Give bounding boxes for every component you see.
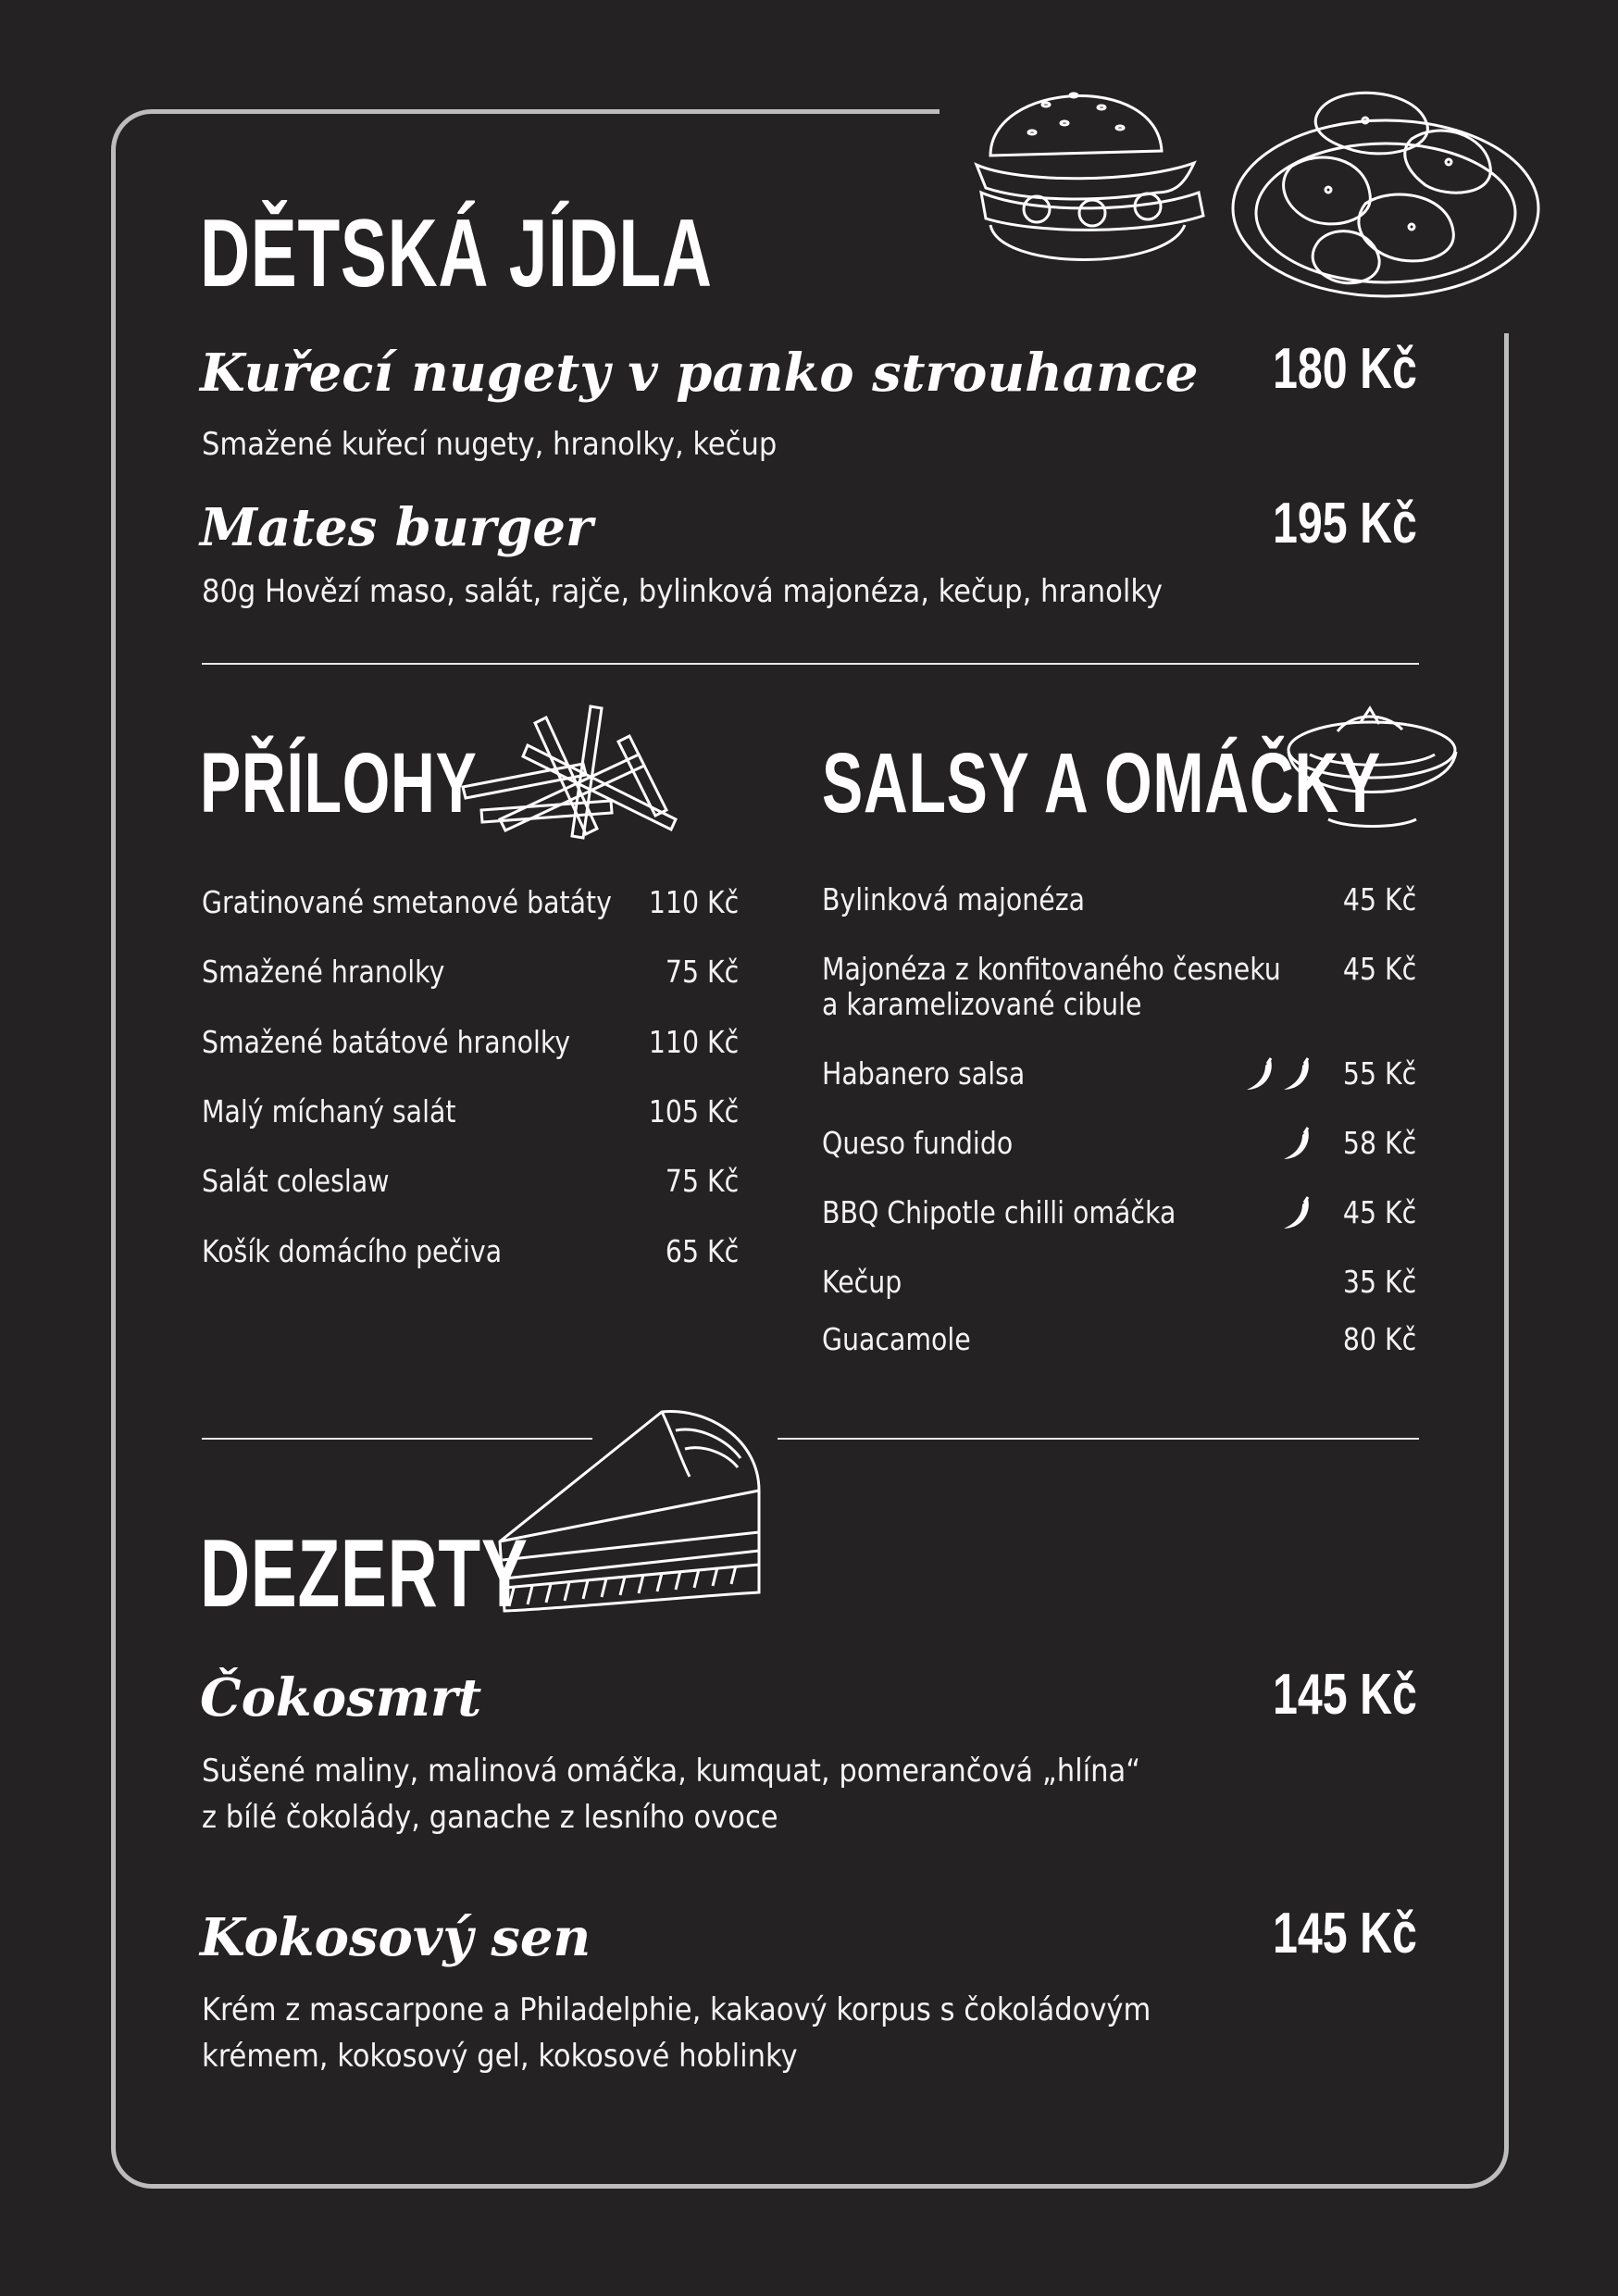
dessert-item-price-2: 145 Kč: [1273, 1902, 1417, 1965]
sauces-item-price: 45 Kč: [1342, 1194, 1416, 1230]
section-divider-2b: [778, 1438, 1419, 1440]
kids-item-price-2: 195 Kč: [1273, 492, 1417, 555]
burger-icon: [963, 54, 1213, 276]
sauces-item-price: 58 Kč: [1342, 1125, 1416, 1161]
sauces-item-name: Habanero salsa: [822, 1055, 1026, 1092]
dessert-item-desc-2b: krémem, kokosový gel, kokosové hoblinky: [202, 2038, 798, 2075]
kids-item-name-1: Kuřecí nugety v panko strouhance: [200, 343, 1199, 404]
sides-item-price: 75 Kč: [665, 1163, 739, 1199]
section-divider-1: [202, 663, 1419, 665]
sides-item-name: Gratinované smetanové batáty: [202, 884, 612, 920]
fries-icon: [444, 699, 699, 847]
sauce-bowl-icon: [1282, 704, 1462, 829]
nuggets-plate-icon: [1226, 83, 1546, 315]
sides-item-name: Košík domácího pečiva: [202, 1233, 503, 1269]
sauces-item-price: 45 Kč: [1342, 881, 1416, 917]
sauces-item-price: 80 Kč: [1342, 1321, 1416, 1357]
sides-item-name: Smažené batátové hranolky: [202, 1024, 571, 1060]
sides-item-name: Malý míchaný salát: [202, 1093, 456, 1129]
dessert-item-price-1: 145 Kč: [1273, 1663, 1417, 1727]
dessert-item-desc-1a: Sušené maliny, malinová omáčka, kumquat, pomerančová „hlína“: [202, 1753, 1141, 1790]
kids-item-desc-1: Smažené kuřecí nugety, hranolky, kečup: [202, 426, 778, 463]
sauces-section-title: SALSY A OMÁČKY: [822, 736, 1381, 830]
chili-pepper-icon: [1280, 1126, 1315, 1163]
sauces-item-name: Kečup: [822, 1264, 902, 1300]
dessert-item-desc-2a: Krém z mascarpone a Philadelphie, kakaový korpus s čokoládovým: [202, 1991, 1151, 2028]
sides-item-price: 110 Kč: [648, 1024, 739, 1060]
kids-section-title: DĚTSKÁ JÍDLA: [200, 200, 713, 307]
chili-pepper-icon: [1243, 1056, 1278, 1093]
sauces-item-price: 45 Kč: [1342, 951, 1416, 987]
sauces-item-name: Majonéza z konfitovaného česneku: [822, 951, 1281, 987]
sides-item-price: 110 Kč: [648, 884, 739, 920]
sauces-item-name: BBQ Chipotle chilli omáčka: [822, 1194, 1176, 1230]
sides-item-price: 105 Kč: [648, 1093, 739, 1129]
sides-item-price: 75 Kč: [665, 954, 739, 990]
sauces-item-price: 55 Kč: [1342, 1055, 1416, 1092]
sauces-item-name-line2: a karamelizované cibule: [822, 986, 1142, 1022]
kids-item-name-2: Mates burger: [200, 497, 593, 558]
sides-item-price: 65 Kč: [665, 1233, 739, 1269]
sauces-item-name: Queso fundido: [822, 1125, 1014, 1161]
desserts-section-title: DEZERTY: [200, 1520, 529, 1628]
cake-slice-icon: [495, 1403, 768, 1625]
sauces-item-name: Guacamole: [822, 1321, 971, 1357]
kids-item-desc-2: 80g Hovězí maso, salát, rajče, bylinková majonéza, kečup, hranolky: [202, 573, 1163, 610]
sides-item-name: Salát coleslaw: [202, 1163, 390, 1199]
sides-item-name: Smažené hranolky: [202, 954, 445, 990]
sauces-item-price: 35 Kč: [1342, 1264, 1416, 1300]
sauces-item-name: Bylinková majonéza: [822, 881, 1086, 917]
dessert-item-desc-1b: z bílé čokolády, ganache z lesního ovoce: [202, 1799, 778, 1836]
chili-pepper-icon: [1280, 1195, 1315, 1232]
chili-pepper-icon: [1280, 1056, 1315, 1093]
dessert-item-name-1: Čokosmrt: [200, 1667, 482, 1728]
dessert-item-name-2: Kokosový sen: [200, 1907, 591, 1968]
kids-item-price-1: 180 Kč: [1273, 337, 1417, 401]
sides-section-title: PŘÍLOHY: [200, 736, 478, 830]
